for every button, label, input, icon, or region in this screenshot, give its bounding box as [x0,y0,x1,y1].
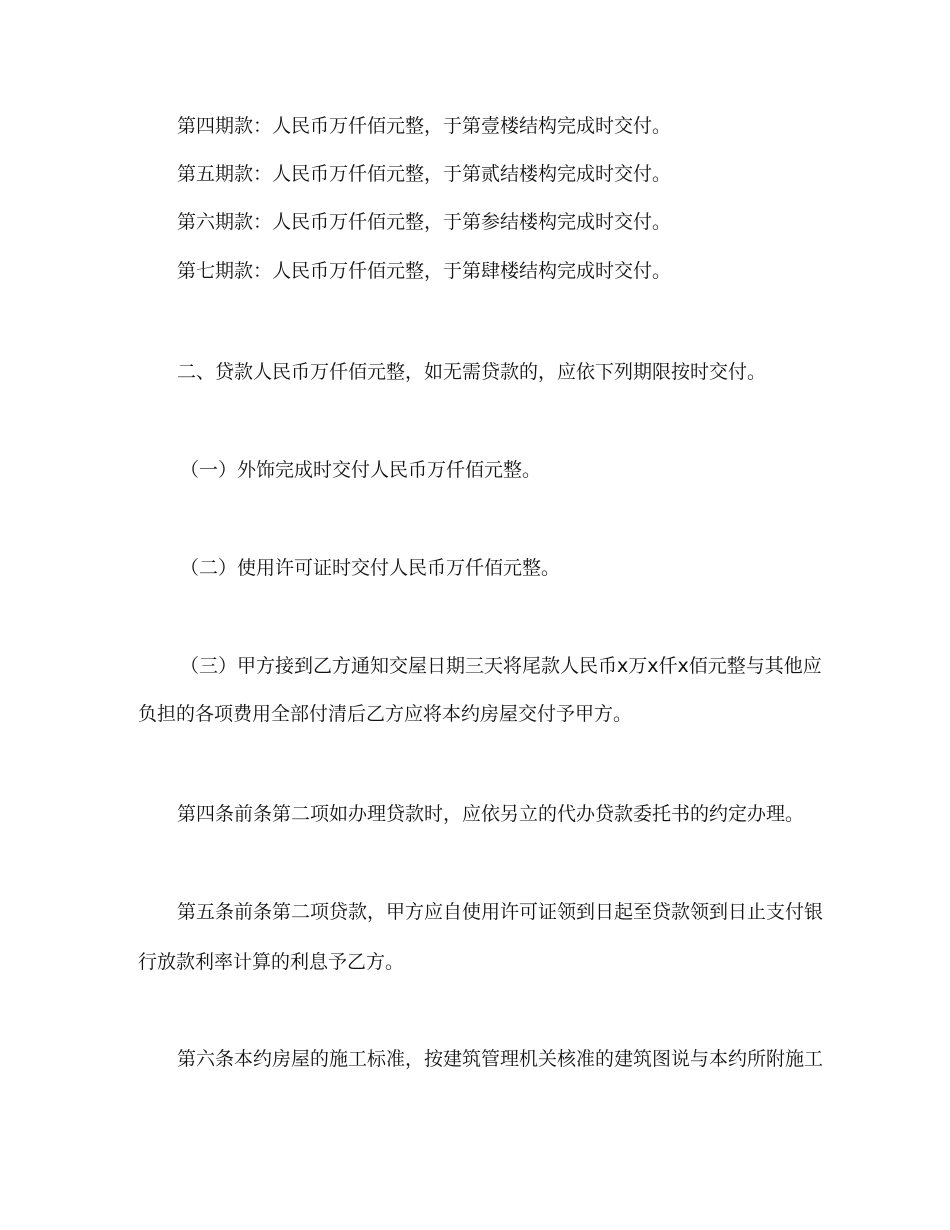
payment-installment-5: 第五期款：人民币万仟佰元整，于第贰结楼构完成时交付。 [177,163,672,185]
loan-clause: 二、贷款人民币万仟佰元整，如无需贷款的，应依下列期限按时交付。 [177,361,767,383]
sub-item-3-line-1: （三）甲方接到乙方通知交屋日期三天将尾款人民币x万x仟x佰元整与其他应 [180,655,822,677]
sub-item-2: （二）使用许可证时交付人民币万仟佰元整。 [180,557,561,579]
article-6-line-1: 第六条本约房屋的施工标准，按建筑管理机关核准的建筑图说与本约所附施工 [177,1048,824,1070]
article-4: 第四条前条第二项如办理贷款时，应依另立的代办贷款委托书的约定办理。 [177,803,805,825]
payment-installment-4: 第四期款：人民币万仟佰元整，于第壹楼结构完成时交付。 [177,115,672,137]
payment-installment-6: 第六期款：人民币万仟佰元整，于第参结楼构完成时交付。 [177,211,672,233]
sub-item-1: （一）外饰完成时交付人民币万仟佰元整。 [180,459,542,481]
article-5-line-2: 行放款利率计算的利息予乙方。 [138,951,405,973]
article-5-line-1: 第五条前条第二项贷款，甲方应自使用许可证领到日起至贷款领到日止支付银 [177,901,824,923]
payment-installment-7: 第七期款：人民币万仟佰元整，于第肆楼结构完成时交付。 [177,260,672,282]
sub-item-3-line-2: 负担的各项费用全部付清后乙方应将本约房屋交付予甲方。 [138,703,633,725]
